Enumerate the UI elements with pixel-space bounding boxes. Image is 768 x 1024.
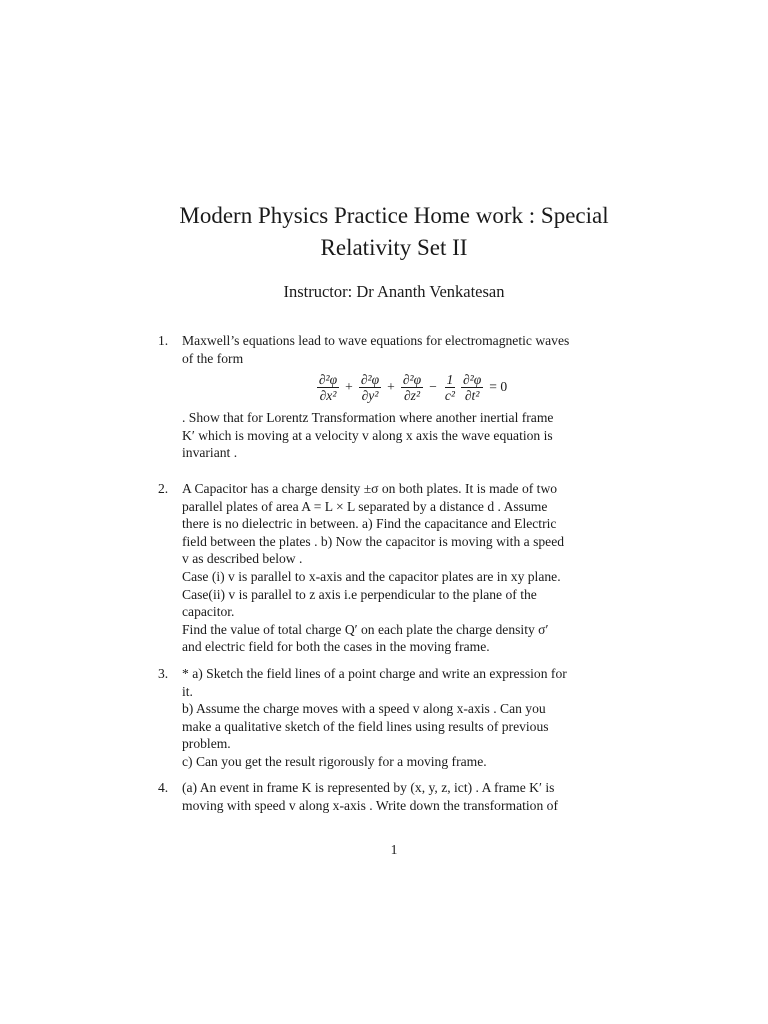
denominator: ∂x² bbox=[319, 387, 337, 403]
plus-sign: + bbox=[387, 379, 395, 395]
problem-list bbox=[160, 332, 644, 815]
problem-text-line: Case(ii) v is parallel to z axis i.e perpendicular to the plane of the bbox=[182, 586, 537, 602]
fraction bbox=[359, 372, 381, 403]
numerator: ∂²φ bbox=[360, 371, 380, 387]
problem-text-line: Find the value of total charge Q′ on each plate the charge density σ′ bbox=[182, 621, 549, 637]
spacer bbox=[160, 770, 644, 779]
wave-equation bbox=[182, 367, 644, 407]
fraction bbox=[443, 372, 457, 403]
problem-text-line: and electric field for both the cases in the moving frame. bbox=[182, 639, 490, 655]
problem-text-line: c) Can you get the result rigorously for a moving frame. bbox=[182, 753, 487, 769]
problem-text-line: b) Assume the charge moves with a speed v along x-axis . Can you bbox=[182, 701, 546, 717]
problem-number: 4. bbox=[158, 780, 169, 796]
problem-number: 3. bbox=[158, 665, 169, 681]
problem-text-line: Case (i) v is parallel to x-axis and the capacitor plates are in xy plane. bbox=[182, 568, 561, 584]
spacer bbox=[160, 656, 644, 665]
denominator: c² bbox=[444, 387, 455, 403]
numerator: ∂²φ bbox=[318, 371, 338, 387]
problem-number: 2. bbox=[158, 480, 169, 496]
problem-item-3 bbox=[160, 665, 644, 771]
problem-text-line: make a qualitative sketch of the field lines using results of previous bbox=[182, 718, 549, 734]
problem-number: 1. bbox=[158, 333, 169, 348]
page-title bbox=[120, 200, 668, 264]
problem-text-line: . Show that for Lorentz Transformation where another inertial frame bbox=[182, 410, 554, 426]
spacer bbox=[160, 462, 644, 480]
problem-text-line: there is no dielectric in between. a) Find the capacitance and Electric bbox=[182, 516, 557, 532]
numerator: 1 bbox=[446, 371, 454, 387]
problem-text-line: * a) Sketch the field lines of a point charge and write an expression for bbox=[182, 665, 567, 681]
problem-item-2 bbox=[160, 480, 644, 656]
problem-text-line: it. bbox=[182, 683, 193, 699]
plus-sign: + bbox=[345, 379, 353, 395]
problem-text-line: parallel plates of area A = L × L separated by a distance d . Assume bbox=[182, 498, 548, 514]
instructor-name: Instructor: Dr Ananth Venkatesan bbox=[283, 282, 505, 301]
problem-item-4 bbox=[160, 779, 644, 814]
problem-item-1 bbox=[160, 332, 644, 462]
equals-zero: = 0 bbox=[489, 379, 508, 395]
problem-text-line: capacitor. bbox=[182, 604, 235, 620]
numerator: ∂²φ bbox=[462, 371, 482, 387]
title-line-2: Relativity Set II bbox=[320, 235, 468, 260]
problem-text-line: field between the plates . b) Now the capacitor is moving with a speed bbox=[182, 533, 565, 549]
denominator: ∂z² bbox=[403, 387, 421, 403]
numerator: ∂²φ bbox=[402, 371, 422, 387]
denominator: ∂t² bbox=[464, 387, 480, 403]
problem-text-line: of the form bbox=[182, 350, 244, 366]
title-line-1: Modern Physics Practice Home work : Special bbox=[179, 203, 609, 228]
problem-text-line: Maxwell’s equations lead to wave equations for electromagnetic waves bbox=[182, 333, 570, 348]
problem-text-line: v as described below . bbox=[182, 551, 303, 567]
problem-text-line: moving with speed v along x-axis . Write down the transformation of bbox=[182, 798, 558, 814]
minus-sign: − bbox=[429, 379, 437, 395]
fraction bbox=[401, 372, 423, 403]
denominator: ∂y² bbox=[361, 387, 379, 403]
fraction bbox=[461, 372, 483, 403]
problem-text-line: (a) An event in frame K is represented by (x, y, z, ict) . A frame K′ is bbox=[182, 780, 555, 796]
fraction bbox=[317, 372, 339, 403]
problem-text-line: invariant . bbox=[182, 445, 238, 461]
problem-text-line: A Capacitor has a charge density ±σ on both plates. It is made of two bbox=[182, 480, 558, 496]
page-number: 1 bbox=[390, 842, 398, 857]
problem-text-line: K′ which is moving at a velocity v along x axis the wave equation is bbox=[182, 427, 553, 443]
problem-text-line: problem. bbox=[182, 736, 231, 752]
